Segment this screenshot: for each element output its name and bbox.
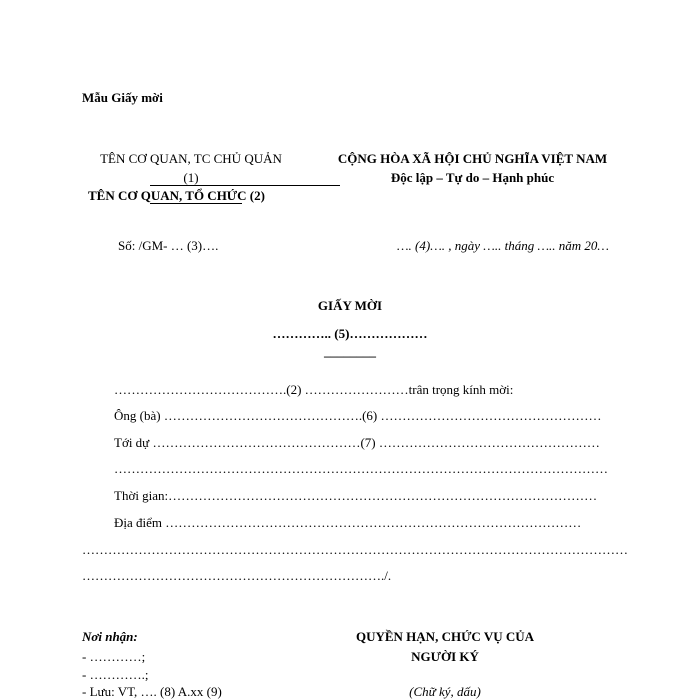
parent-org-number: (1) bbox=[183, 170, 199, 185]
closing-line: ……………………………………………………………./. bbox=[82, 568, 392, 583]
nation-name: CỘNG HÒA XÃ HỘI CHỦ NGHĨA VIỆT NAM bbox=[337, 151, 608, 166]
national-motto: Độc lập – Tự do – Hạnh phúc bbox=[390, 170, 555, 185]
document-number: Số: /GM- … (3)…. bbox=[118, 238, 219, 253]
org-name: TÊN CƠ QUAN, TỔ CHỨC (2) bbox=[88, 188, 265, 203]
recipient-item: - …………; bbox=[82, 649, 146, 664]
parent-org-name: TÊN CƠ QUAN, TC CHỦ QUẢN bbox=[100, 151, 282, 166]
full-width-line: ……………………………………………………………………………………………………………… bbox=[82, 542, 628, 557]
subject-line: ………….. (5)……………… bbox=[272, 326, 428, 341]
invitee-line: Ông (bà) ……………………………………….(6) …………………………………………… bbox=[114, 408, 602, 423]
invite-line: ………………………………….(2) ……………………trân trọng kính mời: bbox=[114, 382, 514, 397]
blank-line: …………………………………………………………………………………………………… bbox=[114, 461, 608, 476]
recipients-title: Nơi nhận: bbox=[82, 629, 138, 644]
recipient-item: - ………….; bbox=[82, 667, 149, 682]
org-underline bbox=[150, 203, 242, 204]
form-title: Mẫu Giấy mời bbox=[82, 90, 163, 105]
signature-note: (Chữ ký, dấu) bbox=[409, 684, 481, 699]
place-date: …. (4)…. , ngày ….. tháng ….. năm 20… bbox=[397, 238, 609, 253]
header-rule bbox=[150, 185, 340, 186]
signer-title-line2: NGƯỜI KÝ bbox=[411, 649, 479, 664]
time-line: Thời gian:……………………………………………………………………………………… bbox=[114, 488, 598, 503]
signer-title: QUYỀN HẠN, CHỨC VỤ CỦA bbox=[355, 629, 535, 644]
subject-rule: –––––––– bbox=[324, 348, 376, 363]
event-line: Tới dự …………………………………………(7) …………………………………………… bbox=[114, 435, 600, 450]
place-line: Địa điểm …………………………………………………………………………………… bbox=[114, 515, 582, 530]
document-title: GIẤY MỜI bbox=[317, 298, 383, 313]
recipient-item: - Lưu: VT, …. (8) A.xx (9) bbox=[82, 684, 222, 699]
